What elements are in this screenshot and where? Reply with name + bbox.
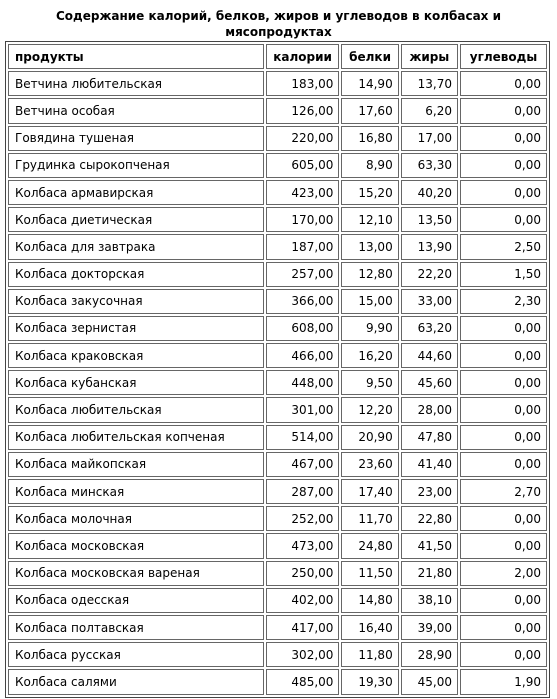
proteins-cell: 12,80 bbox=[341, 262, 398, 287]
carbs-cell: 0,00 bbox=[460, 343, 547, 368]
carbs-cell: 2,30 bbox=[460, 289, 547, 314]
header-proteins: белки bbox=[341, 44, 398, 69]
fats-cell: 21,80 bbox=[401, 561, 458, 586]
calories-cell: 287,00 bbox=[266, 479, 340, 504]
product-name-cell: Грудинка сырокопченая bbox=[8, 153, 264, 178]
title-line-2: мясопродуктах bbox=[225, 25, 332, 39]
proteins-cell: 12,10 bbox=[341, 207, 398, 232]
calories-cell: 514,00 bbox=[266, 425, 340, 450]
proteins-cell: 11,80 bbox=[341, 642, 398, 667]
carbs-cell: 0,00 bbox=[460, 397, 547, 422]
product-name-cell: Колбаса диетическая bbox=[8, 207, 264, 232]
table-row bbox=[8, 588, 547, 613]
table-row bbox=[8, 262, 547, 287]
table-row bbox=[8, 506, 547, 531]
table-row bbox=[8, 425, 547, 450]
proteins-cell: 15,20 bbox=[341, 180, 398, 205]
proteins-cell: 8,90 bbox=[341, 153, 398, 178]
product-name-cell: Колбаса салями bbox=[8, 669, 264, 694]
fats-cell: 28,90 bbox=[401, 642, 458, 667]
product-name-cell: Колбаса московская вареная bbox=[8, 561, 264, 586]
proteins-cell: 17,40 bbox=[341, 479, 398, 504]
carbs-cell: 0,00 bbox=[460, 207, 547, 232]
calories-cell: 220,00 bbox=[266, 126, 340, 151]
proteins-cell: 16,20 bbox=[341, 343, 398, 368]
proteins-cell: 16,80 bbox=[341, 126, 398, 151]
fats-cell: 6,20 bbox=[401, 98, 458, 123]
product-name-cell: Колбаса любительская bbox=[8, 397, 264, 422]
proteins-cell: 16,40 bbox=[341, 615, 398, 640]
carbs-cell: 0,00 bbox=[460, 425, 547, 450]
nutrition-table bbox=[5, 41, 550, 698]
proteins-cell: 11,50 bbox=[341, 561, 398, 586]
table-row bbox=[8, 98, 547, 123]
fats-cell: 45,60 bbox=[401, 370, 458, 395]
calories-cell: 608,00 bbox=[266, 316, 340, 341]
fats-cell: 13,70 bbox=[401, 71, 458, 96]
product-name-cell: Колбаса закусочная bbox=[8, 289, 264, 314]
proteins-cell: 14,90 bbox=[341, 71, 398, 96]
calories-cell: 402,00 bbox=[266, 588, 340, 613]
calories-cell: 417,00 bbox=[266, 615, 340, 640]
proteins-cell: 19,30 bbox=[341, 669, 398, 694]
page-title bbox=[0, 8, 557, 40]
proteins-cell: 12,20 bbox=[341, 397, 398, 422]
calories-cell: 301,00 bbox=[266, 397, 340, 422]
table-row bbox=[8, 397, 547, 422]
product-name-cell: Ветчина любительская bbox=[8, 71, 264, 96]
carbs-cell: 0,00 bbox=[460, 615, 547, 640]
product-name-cell: Колбаса полтавская bbox=[8, 615, 264, 640]
fats-cell: 47,80 bbox=[401, 425, 458, 450]
table-row bbox=[8, 533, 547, 558]
proteins-cell: 11,70 bbox=[341, 506, 398, 531]
product-name-cell: Колбаса одесская bbox=[8, 588, 264, 613]
proteins-cell: 13,00 bbox=[341, 234, 398, 259]
header-calories: калории bbox=[266, 44, 340, 69]
product-name-cell: Колбаса краковская bbox=[8, 343, 264, 368]
product-name-cell: Колбаса для завтрака bbox=[8, 234, 264, 259]
fats-cell: 28,00 bbox=[401, 397, 458, 422]
fats-cell: 13,90 bbox=[401, 234, 458, 259]
fats-cell: 41,40 bbox=[401, 452, 458, 477]
proteins-cell: 9,50 bbox=[341, 370, 398, 395]
proteins-cell: 20,90 bbox=[341, 425, 398, 450]
carbs-cell: 0,00 bbox=[460, 642, 547, 667]
fats-cell: 22,80 bbox=[401, 506, 458, 531]
calories-cell: 183,00 bbox=[266, 71, 340, 96]
product-name-cell: Колбаса московская bbox=[8, 533, 264, 558]
carbs-cell: 0,00 bbox=[460, 316, 547, 341]
table-body bbox=[8, 71, 547, 694]
fats-cell: 63,20 bbox=[401, 316, 458, 341]
table-row bbox=[8, 343, 547, 368]
fats-cell: 44,60 bbox=[401, 343, 458, 368]
proteins-cell: 24,80 bbox=[341, 533, 398, 558]
carbs-cell: 0,00 bbox=[460, 71, 547, 96]
table-row bbox=[8, 126, 547, 151]
proteins-cell: 17,60 bbox=[341, 98, 398, 123]
calories-cell: 252,00 bbox=[266, 506, 340, 531]
calories-cell: 448,00 bbox=[266, 370, 340, 395]
product-name-cell: Колбаса майкопская bbox=[8, 452, 264, 477]
header-fats: жиры bbox=[401, 44, 458, 69]
calories-cell: 467,00 bbox=[266, 452, 340, 477]
product-name-cell: Колбаса молочная bbox=[8, 506, 264, 531]
header-carbs: углеводы bbox=[460, 44, 547, 69]
table-row bbox=[8, 452, 547, 477]
calories-cell: 473,00 bbox=[266, 533, 340, 558]
table-row bbox=[8, 180, 547, 205]
product-name-cell: Колбаса кубанская bbox=[8, 370, 264, 395]
product-name-cell: Говядина тушеная bbox=[8, 126, 264, 151]
table-row bbox=[8, 153, 547, 178]
fats-cell: 17,00 bbox=[401, 126, 458, 151]
calories-cell: 366,00 bbox=[266, 289, 340, 314]
calories-cell: 257,00 bbox=[266, 262, 340, 287]
fats-cell: 33,00 bbox=[401, 289, 458, 314]
product-name-cell: Колбаса минская bbox=[8, 479, 264, 504]
fats-cell: 40,20 bbox=[401, 180, 458, 205]
table-row bbox=[8, 370, 547, 395]
proteins-cell: 14,80 bbox=[341, 588, 398, 613]
calories-cell: 170,00 bbox=[266, 207, 340, 232]
calories-cell: 466,00 bbox=[266, 343, 340, 368]
header-products: продукты bbox=[8, 44, 264, 69]
product-name-cell: Колбаса русская bbox=[8, 642, 264, 667]
proteins-cell: 15,00 bbox=[341, 289, 398, 314]
carbs-cell: 0,00 bbox=[460, 98, 547, 123]
calories-cell: 302,00 bbox=[266, 642, 340, 667]
table-row bbox=[8, 479, 547, 504]
carbs-cell: 2,50 bbox=[460, 234, 547, 259]
proteins-cell: 23,60 bbox=[341, 452, 398, 477]
carbs-cell: 1,90 bbox=[460, 669, 547, 694]
fats-cell: 63,30 bbox=[401, 153, 458, 178]
table-row bbox=[8, 207, 547, 232]
title-line-1: Содержание калорий, белков, жиров и углеводов в колбасах и bbox=[55, 9, 502, 23]
fats-cell: 22,20 bbox=[401, 262, 458, 287]
carbs-cell: 2,00 bbox=[460, 561, 547, 586]
calories-cell: 485,00 bbox=[266, 669, 340, 694]
calories-cell: 187,00 bbox=[266, 234, 340, 259]
carbs-cell: 1,50 bbox=[460, 262, 547, 287]
carbs-cell: 0,00 bbox=[460, 126, 547, 151]
calories-cell: 126,00 bbox=[266, 98, 340, 123]
carbs-cell: 0,00 bbox=[460, 153, 547, 178]
table-row bbox=[8, 316, 547, 341]
carbs-cell: 2,70 bbox=[460, 479, 547, 504]
carbs-cell: 0,00 bbox=[460, 588, 547, 613]
table-row bbox=[8, 234, 547, 259]
calories-cell: 605,00 bbox=[266, 153, 340, 178]
product-name-cell: Колбаса докторская bbox=[8, 262, 264, 287]
fats-cell: 23,00 bbox=[401, 479, 458, 504]
fats-cell: 45,00 bbox=[401, 669, 458, 694]
carbs-cell: 0,00 bbox=[460, 452, 547, 477]
carbs-cell: 0,00 bbox=[460, 506, 547, 531]
carbs-cell: 0,00 bbox=[460, 180, 547, 205]
table-header-row bbox=[8, 44, 547, 69]
table-row bbox=[8, 289, 547, 314]
table-row bbox=[8, 71, 547, 96]
calories-cell: 423,00 bbox=[266, 180, 340, 205]
table-row bbox=[8, 615, 547, 640]
carbs-cell: 0,00 bbox=[460, 370, 547, 395]
product-name-cell: Колбаса армавирская bbox=[8, 180, 264, 205]
fats-cell: 39,00 bbox=[401, 615, 458, 640]
product-name-cell: Колбаса любительская копченая bbox=[8, 425, 264, 450]
proteins-cell: 9,90 bbox=[341, 316, 398, 341]
carbs-cell: 0,00 bbox=[460, 533, 547, 558]
calories-cell: 250,00 bbox=[266, 561, 340, 586]
fats-cell: 13,50 bbox=[401, 207, 458, 232]
product-name-cell: Колбаса зернистая bbox=[8, 316, 264, 341]
fats-cell: 38,10 bbox=[401, 588, 458, 613]
fats-cell: 41,50 bbox=[401, 533, 458, 558]
product-name-cell: Ветчина особая bbox=[8, 98, 264, 123]
table-row bbox=[8, 669, 547, 694]
table-row bbox=[8, 561, 547, 586]
table-row bbox=[8, 642, 547, 667]
